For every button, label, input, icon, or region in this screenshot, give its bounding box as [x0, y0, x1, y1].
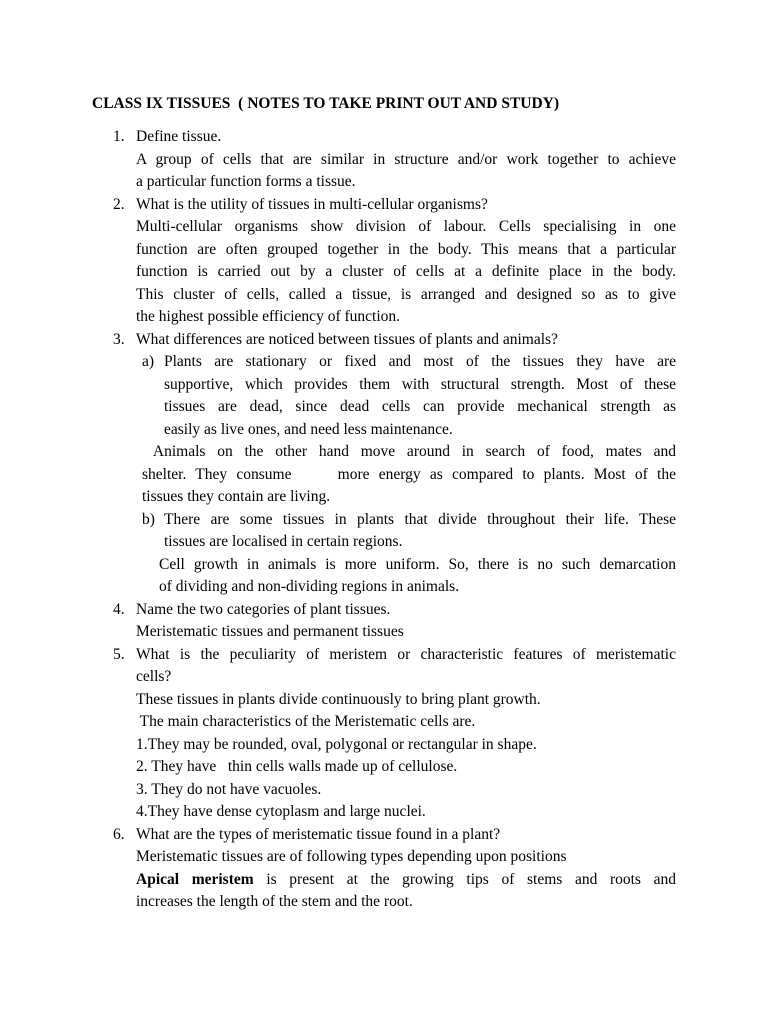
q3-b-label: b): [142, 510, 155, 528]
q3-animals-line: tissues they contain are living.: [142, 488, 331, 505]
q1-question: Define tissue.: [136, 128, 222, 145]
q5-question-line: What is the peculiarity of meristem or characteristic features of meristematic: [136, 645, 676, 663]
q1-answer-line: A group of cells that are similar in structure and/or work together to achieve: [136, 150, 676, 168]
q2-answer-line: This cluster of cells, called a tissue, is arranged and designed so as to give: [136, 285, 676, 303]
q1-number: 1.: [113, 128, 125, 145]
q5-answer-line: 3. They do not have vacuoles.: [136, 780, 322, 798]
q5-answer-line: 4.They have dense cytoplasm and large nuclei.: [136, 803, 426, 820]
q4-number: 4.: [113, 600, 125, 618]
q3-a-label: a): [142, 353, 155, 370]
q2-answer-line: function is carried out by a cluster of cells at a definite place in the body.: [136, 263, 676, 280]
q1-answer-line: a particular function forms a tissue.: [136, 173, 356, 190]
page-title: CLASS IX TISSUES ( NOTES TO TAKE PRINT OUT AND STUDY): [92, 95, 560, 112]
q3-b-line: There are some tissues in plants that divide throughout their life. These: [164, 510, 676, 528]
q3-b-line: tissues are localised in certain regions.: [164, 533, 403, 550]
q3-b-animals-line: of dividing and non-dividing regions in animals.: [159, 578, 460, 595]
q3-b-animals-line: Cell growth in animals is more uniform. So, there is no such demarcation: [159, 555, 676, 573]
apical-meristem-term: Apical meristem: [136, 870, 254, 888]
q5-answer-line: 2. They have thin cells walls made up of cellulose.: [136, 758, 458, 775]
q2-answer-line: the highest possible efficiency of function.: [136, 308, 401, 325]
q2-answer-line: function are often grouped together in the body. This means that a particular: [136, 240, 676, 258]
q2-answer-line: Multi-cellular organisms show division of labour. Cells specialising in one: [136, 218, 676, 235]
q3-animals-line: shelter. They consume more energy as compared to plants. Most of the: [142, 465, 676, 483]
q2-number: 2.: [113, 195, 125, 213]
q6-apical-line: increases the length of the stem and the root.: [136, 893, 413, 910]
q3-a-line: supportive, which provides them with structural strength. Most of these: [164, 375, 676, 393]
q6-apical-line: [136, 869, 676, 892]
q3-a-line: Plants are stationary or fixed and most of the tissues they have are: [164, 353, 676, 370]
q5-question-line: cells?: [136, 668, 172, 685]
q6-answer-line: Meristematic tissues are of following types depending upon positions: [136, 848, 567, 865]
q2-question: What is the utility of tissues in multi-cellular organisms?: [136, 195, 488, 213]
q3-animals-line: Animals on the other hand move around in search of food, mates and: [142, 443, 676, 460]
apical-meristem-text: is present at the growing tips of stems and roots and: [253, 870, 676, 888]
q3-a-line: tissues are dead, since dead cells can provide mechanical strength as: [164, 398, 676, 415]
q6-question: What are the types of meristematic tissue found in a plant?: [136, 825, 501, 843]
q4-question: Name the two categories of plant tissues.: [136, 600, 391, 618]
q5-answer-line: 1.They may be rounded, oval, polygonal or rectangular in shape.: [136, 735, 537, 753]
q3-a-line: easily as live ones, and need less maintenance.: [164, 420, 453, 438]
q3-question: What differences are noticed between tissues of plants and animals?: [136, 330, 558, 348]
q4-answer: Meristematic tissues and permanent tissues: [136, 623, 404, 640]
q5-answer-line: The main characteristics of the Meristematic cells are.: [136, 713, 476, 730]
q6-number: 6.: [113, 825, 125, 843]
q5-answer-line: These tissues in plants divide continuously to bring plant growth.: [136, 690, 541, 708]
q3-number: 3.: [113, 330, 125, 348]
q5-number: 5.: [113, 645, 125, 663]
